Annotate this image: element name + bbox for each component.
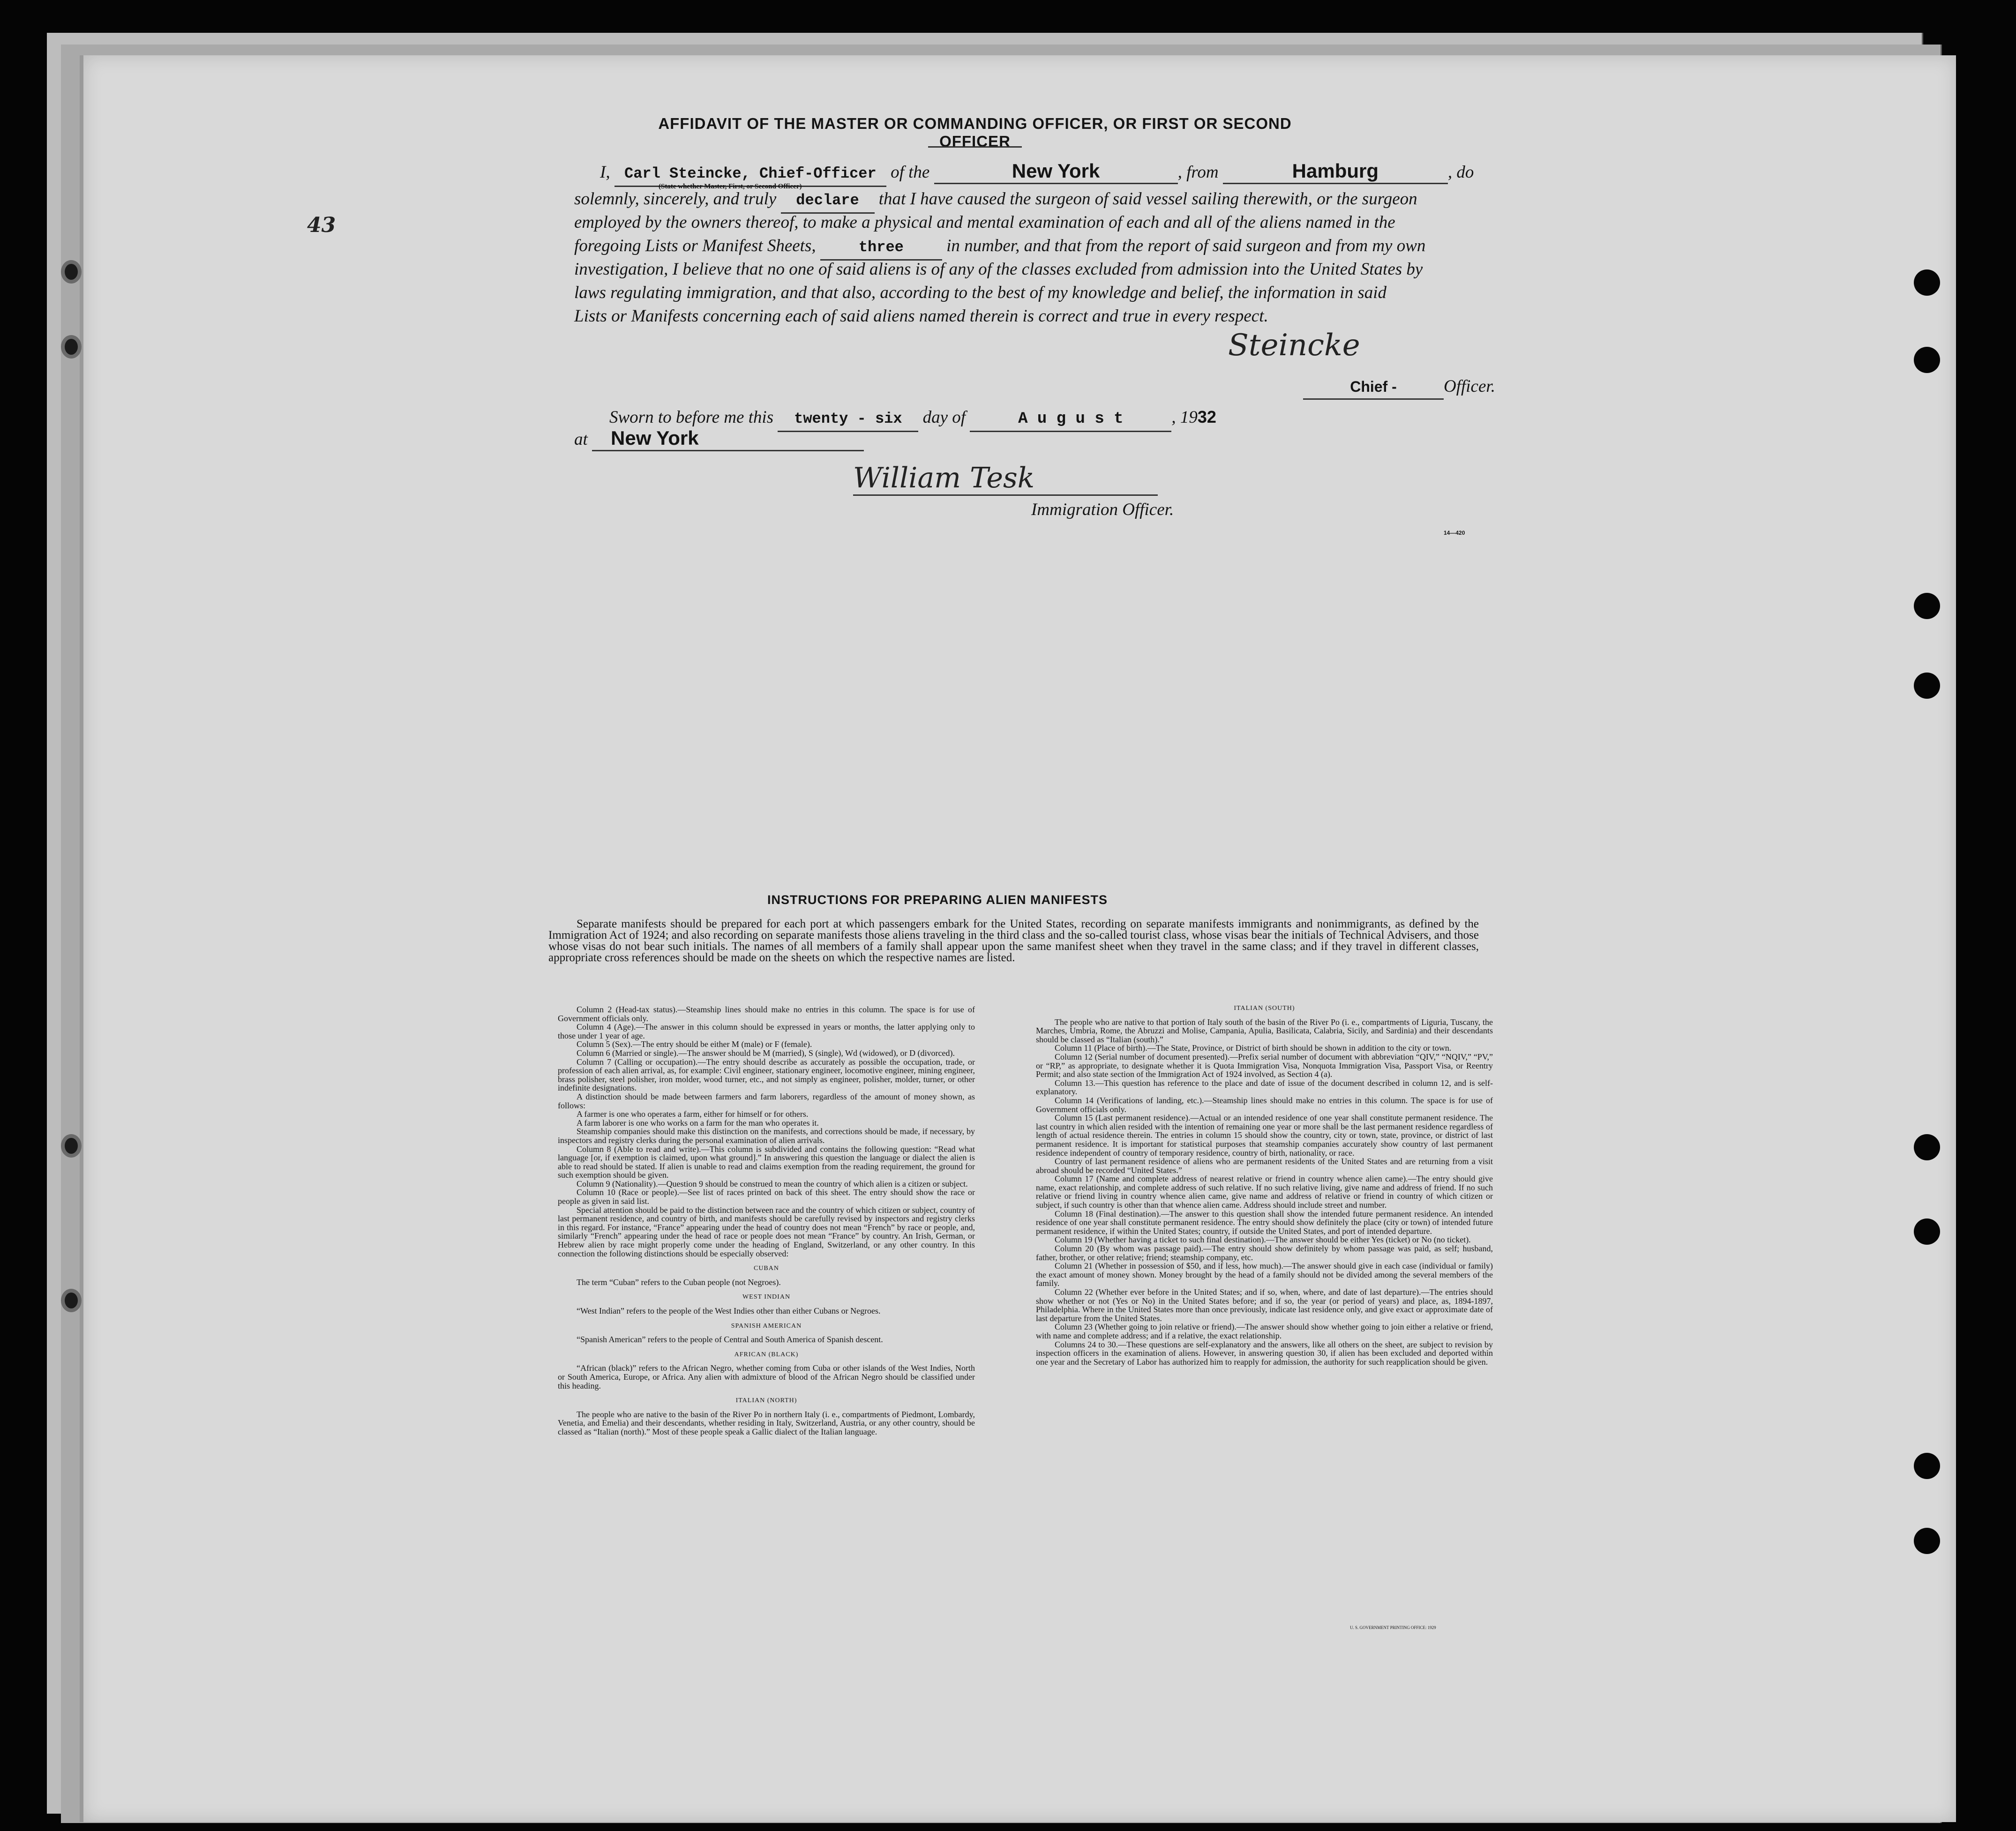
text-foregoing: foregoing Lists or Manifest Sheets, (574, 236, 816, 255)
sworn-day-field: twenty - six (778, 407, 918, 432)
instruction-paragraph: Column 15 (Last permanent residence).—Actual or an intended residence of one year shall constitute permanent residence. The last country in which alien resided with the intention of remaining one year or more shall be the last permanent residence regardless of length of actual residence therein. The entries in column 15 should show the country, city or town, state, province, or district of last permanent residence. It is important for statistical purposes that steamship companies accurately show country of last permanent residence independent of country of temporary residence, country of birth, nationality, or race. (1036, 1113, 1493, 1158)
instruction-paragraph: Column 14 (Verifications of landing, etc.).—Steamship lines should make no entries in this column. The space is for use of Government officials only. (1036, 1095, 1493, 1114)
affidavit-line-3: employed by the owners thereof, to make a physical and mental examination of each and all of the aliens named in the (574, 213, 1395, 232)
punch-hole (1914, 1453, 1940, 1479)
departure-port-field: Hamburg (1223, 159, 1448, 184)
text-year-prefix: , 19 (1171, 408, 1198, 427)
immigration-officer-signature: William Tesk (853, 462, 1158, 496)
margin-mark: 43 (307, 213, 336, 237)
instruction-paragraph: Columns 24 to 30.—These questions are self-explanatory and the answers, like all others on the sheet, are subject to revision by inspection officers in the examination of aliens. However, in answering question 30, if alien has been excluded and deported within one year and the Secretary of Labor has authorized him to reapply for admission, the authority for such reapplication should be given. (1036, 1339, 1493, 1367)
affidavit-line-4 (574, 234, 1425, 261)
instruction-paragraph: “African (black)” refers to the African Negro, whether coming from Cuba or other islands of the West Indies, North or South America, Europe, or Africa. Any alien with admixture of blood of the African Negro should be classified under this heading. (558, 1363, 975, 1390)
instruction-paragraph: Column 2 (Head-tax status).—Steamship lines should make no entries in this column. The space is for use of Government officials only. (558, 1005, 975, 1023)
instruction-paragraph: Column 20 (By whom was passage paid).—The entry should show definitely by whom passage was paid, as self; husband, father, brother, or other relative; friend; steamship company, etc. (1036, 1244, 1493, 1262)
officer-signature: Steincke (1228, 328, 1360, 363)
punch-hole (1914, 1218, 1940, 1245)
form-number: 14—420 (1444, 530, 1465, 536)
sheet-count-field: three (820, 236, 942, 261)
text-sworn: Sworn to before me this (609, 408, 774, 427)
affidavit-line-7: Lists or Manifests concerning each of said aliens named therein is correct and true in every respect. (574, 306, 1268, 326)
text-in-number: in number, and that from the report of said surgeon and from my own (946, 236, 1426, 255)
text-day-of: day of (922, 408, 966, 427)
punch-hole (1914, 593, 1940, 619)
instruction-paragraph: “Spanish American” refers to the people of Central and South America of Spanish descent. (577, 1335, 883, 1345)
instruction-paragraph: A distinction should be made between farmers and farm laborers, regardless of the amount of money shown, as follows: (558, 1091, 975, 1110)
instruction-paragraph: Country of last permanent residence of aliens who are permanent residents of the United States and are returning from a visit abroad should be recorded “United States.” (1036, 1157, 1493, 1175)
instruction-paragraph: Column 7 (Calling or occupation).—The entry should describe as accurately as possible the occupation, trade, or profession of each alien arrival, as, for example: Civil engineer, stationary engineer, locomotive engineer, mining engineer, brass polisher, steel polisher, iron molder, wood turner, etc., and not simply as engineer, polisher, molder, turner, or other indefinite designations. (558, 1057, 975, 1093)
instruction-paragraph: Column 10 (Race or people).—See list of races printed on back of this sheet. The entry should show the race or people as given in said list. (558, 1188, 975, 1206)
instruction-paragraph: The people who are native to the basin of the River Po in northern Italy (i. e., compartments of Piedmont, Lombardy, Venetia, and Emelia) and their descendants, whether residing in Italy, Switzerland, Austria, or any other country, should be classed as “Italian (north).” Most of these people speak a Gallic dialect of the Italian language. (558, 1409, 975, 1436)
text-of-the: of the (891, 163, 930, 182)
section-heading-spanish-american: SPANISH AMERICAN (731, 1322, 802, 1330)
affidavit-line-5: investigation, I believe that no one of said aliens is of any of the classes excluded from admission into the United States by (574, 260, 1423, 279)
binder-ring (61, 1289, 82, 1312)
title-divider (928, 146, 1022, 148)
sworn-month-field: A u g u s t (970, 407, 1171, 432)
text-solemnly: solemnly, sincerely, and truly (574, 189, 777, 209)
instruction-paragraph: Column 5 (Sex).—The entry should be either M (male) or F (female). (577, 1039, 812, 1049)
officer-name-field: Carl Steincke, Chief-Officer (615, 162, 886, 187)
instruction-paragraph: Column 11 (Place of birth).—The State, Province, or District of birth should be shown in addition to the city or town. (1055, 1043, 1452, 1053)
instruction-paragraph: Column 23 (Whether going to join relative or friend).—The answer should show whether going to join either a relative or friend, with name and complete address; and if a relative, the exact relationship. (1036, 1322, 1493, 1340)
instructions-left-column (558, 1005, 975, 1436)
binder-ring (61, 260, 82, 284)
instruction-paragraph: Column 17 (Name and complete address of nearest relative or friend in country whence alien came).—The entry should give name, exact relationship, and complete address of such relative. If no such relative living, give name and address of friend. If no such relative or friend living in country whence alien came, give name and address of relative or friend in country of which citizen or subject, if such country is other than that whence alien came. Address should include street and number. (1036, 1174, 1493, 1210)
instruction-paragraph: Column 21 (Whether in possession of $50, and if less, how much).—The answer should give in each case (individual or family) the exact amount of money shown. Money brought by the head of a family should not be divided among the several members of the family. (1036, 1261, 1493, 1288)
affidavit-line-6: laws regulating immigration, and that also, according to the best of my knowledge and belief, the information in said (574, 283, 1387, 302)
section-heading-west-indian: WEST INDIAN (742, 1293, 791, 1301)
officer-rank-line (1303, 375, 1495, 400)
text-at: at (574, 430, 588, 449)
rank-note: (State whether Master, First, or Second Officer) (659, 183, 802, 190)
instruction-paragraph: Column 8 (Able to read and write).—This column is subdivided and contains the following question: “Read what language [or, if exemption is claimed, upon what ground].” In answering this question the language or dialect the alien is able to read should be stated. If alien is unable to read and claims exemption from the reading requirement, the ground for such exemption should be given. (558, 1144, 975, 1180)
officer-suffix: Officer. (1444, 377, 1495, 396)
punch-hole (1914, 347, 1940, 373)
instruction-paragraph: Special attention should be paid to the distinction between race and the country of which citizen or subject, country of last permanent residence, and country of birth, and manifests should be carefully revised by inspectors and registry clerks in this regard. For instance, “France” appearing under the head of country does not mean “French” by race or people, and, similarly “French” appearing under the head of race or people does not mean “France” by country. An Irish, German, or Hebrew alien by race might properly come under the heading of England, Switzerland, or any other country. In this connection the following distinctions should be especially observed: (558, 1205, 975, 1258)
text-do: , do (1447, 163, 1474, 182)
instruction-paragraph: Column 6 (Married or single).—The answer should be M (married), S (single), Wd (widowed), or D (divorced). (577, 1048, 955, 1058)
instruction-paragraph: Column 12 (Serial number of document presented).—Prefix serial number of document with abbreviation “QIV,” “NQIV,” “PV,” or “RP,” as appropriate, to designate whether it is Quota Immigration Visa, Nonquota Immigration Visa, Passport Visa, or Reentry Permit; and also state section of the Immigration Act of 1924 involved, as Section 4 (a). (1036, 1052, 1493, 1079)
affidavit-line-2 (574, 187, 1417, 214)
text-from: , from (1177, 163, 1219, 182)
sworn-place-line (574, 426, 864, 451)
section-heading-italian-south: ITALIAN (SOUTH) (1234, 1005, 1295, 1012)
section-heading-italian-north: ITALIAN (NORTH) (735, 1397, 797, 1405)
instruction-paragraph: Column 22 (Whether ever before in the United States; and if so, when, where, and date of last departure).—The entries should show whether or not (Yes or No) in the United States before; and if so, the year (or period of years) and place, as, 1894-1897, Philadelphia. Where in the United States more than once previously, indicate last residence only, and give exact or approximate date of last departure from the United States. (1036, 1287, 1493, 1323)
instruction-paragraph: Column 4 (Age).—The answer in this column should be expressed in years or months, the latter applying only to those under 1 year of age. (558, 1022, 975, 1040)
officer-rank-field: Chief - (1303, 375, 1444, 400)
punch-hole (1914, 1134, 1940, 1160)
instruction-paragraph: Column 13.—This question has reference to the place and date of issue of the document described in column 12, and is self-explanatory. (1036, 1078, 1493, 1097)
instructions-intro: Separate manifests should be prepared for each port at which passengers embark for the United States, recording on separate manifests immigrants and nonimmigrants, as defined by the Immigration Act of 1924; and also recording on separate manifests those aliens traveling in the third class and the so-called tourist class, whose visas bear the initials of Technical Advisers, and those whose visas do not bear such initials. The names of all members of a family shall appear upon the same manifest sheet when they travel in the same class; and if they travel in different classes, appropriate cross references should be made on the sheets on which the respective names are listed. (548, 918, 1479, 964)
oath-verb-field: declare (781, 189, 875, 214)
section-heading-african: AFRICAN (BLACK) (734, 1351, 799, 1358)
instruction-paragraph: A farm laborer is one who works on a farm for the man who operates it. (577, 1118, 819, 1128)
instruction-paragraph: The term “Cuban” refers to the Cuban people (not Negroes). (577, 1277, 781, 1287)
instruction-paragraph: A farmer is one who operates a farm, either for himself or for others. (577, 1109, 809, 1119)
punch-hole (1914, 673, 1940, 699)
section-heading-cuban: CUBAN (753, 1265, 779, 1272)
immigration-officer-label: Immigration Officer. (1031, 500, 1174, 519)
printer-imprint: U. S. GOVERNMENT PRINTING OFFICE: 1929 (1350, 1625, 1436, 1630)
instruction-paragraph: Column 18 (Final destination).—The answer to this question shall show the intended future permanent residence. An intended residence of one year shall constitute permanent residence. The entry should show definitely the place (city or town) of intended future permanent residence, if within the United States; country, if outside the United States, and port of intended departure. (1036, 1209, 1493, 1236)
punch-hole (1914, 1528, 1940, 1554)
binder-ring (61, 335, 82, 359)
binder-ring (61, 1134, 82, 1158)
instruction-paragraph: “West Indian” refers to the people of the West Indies other than either Cubans or Negroes. (577, 1306, 881, 1315)
vessel-name-field: New York (934, 159, 1178, 184)
instruction-paragraph: Column 19 (Whether having a ticket to such final destination).—The answer should be either Yes (ticket) or No (no ticket). (1055, 1235, 1471, 1245)
affidavit-title: AFFIDAVIT OF THE MASTER OR COMMANDING OFFICER, OR FIRST OR SECOND OFFICER (658, 115, 1292, 150)
instruction-paragraph: Steamship companies should make this distinction on the manifests, and corrections should be made, if necessary, by inspectors and registry clerks during the personal examination of alien arrivals. (558, 1127, 975, 1145)
instructions-title: INSTRUCTIONS FOR PREPARING ALIEN MANIFESTS (767, 893, 1108, 907)
text-surgeon: that I have caused the surgeon of said vessel sailing therewith, or the surgeon (878, 189, 1417, 209)
sworn-year-field: 32 (1197, 407, 1216, 426)
instruction-paragraph: Column 9 (Nationality).—Question 9 should be construed to mean the country of which alien is a citizen or subject. (577, 1179, 968, 1188)
instruction-paragraph: The people who are native to that portion of Italy south of the basin of the River Po (i. e., compartments of Liguria, Tuscany, the Marches, Umbria, Rome, the Abruzzi and Molise, Campania, Apulia, Basilicata, Calabria, Sicily, and Sardinia) and their descendants should be classed as “Italian (south).” (1036, 1017, 1493, 1044)
text-i: I, (600, 163, 610, 182)
punch-hole (1914, 269, 1940, 296)
sworn-place-field: New York (592, 426, 864, 451)
instructions-right-column (1036, 1004, 1493, 1366)
